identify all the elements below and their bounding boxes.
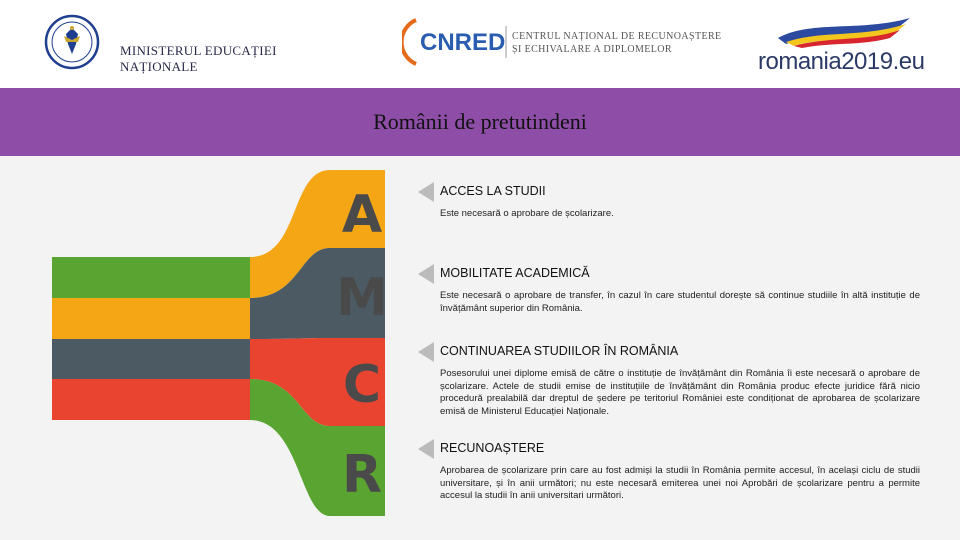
title-bar: [0, 88, 960, 156]
item-mobilitate: [440, 266, 920, 315]
item-heading: RECUNOAȘTERE: [440, 441, 545, 455]
item-continuarea: [440, 344, 920, 418]
item-body: Este necesară o aprobare de transfer, în cazul în care studentul dorește să continue studiile în altă instituție de învățământ superior din România.: [440, 290, 920, 314]
main-content: [0, 156, 960, 540]
cnred-mark-icon: [402, 14, 512, 70]
letter-a: A: [341, 185, 383, 245]
letter-m: M: [336, 268, 388, 328]
item-body: Aprobarea de școlarizare prin care au fost admiși la studii în România permite accesul, în același ciclu de studii universitare, și în anii următori; nu este necesară emiterea unei noi Aprobări de școlarizare pentru a permite accesul la studii în anii universitari următori.: [440, 465, 920, 501]
header-logos: [0, 0, 960, 88]
item-heading: MOBILITATE ACADEMICĂ: [440, 266, 590, 280]
left-bands: [52, 257, 250, 420]
item-recunoastere: [440, 441, 920, 503]
triangle-marker-icon: [418, 342, 434, 362]
government-crest-icon: [44, 14, 100, 70]
cnred-line-2: ȘI ECHIVALARE A DIPLOMELOR: [512, 44, 672, 55]
band-red-left: [52, 379, 250, 420]
item-body: Posesorului unei diplome emisă de către o instituție de învățământ din România îi este necesară o aprobare de școlarizare. Actele de studii emise de instituțiile de învățământ din România produc efecte juridice fără nicio procedură prealabilă dar dreptul de ședere pe teritoriul României este condiționat de aprobarea de școlarizare emisă de Ministerul Educației Naționale.: [440, 368, 920, 417]
romania2019-logo: [750, 12, 930, 75]
letter-c: C: [342, 355, 382, 415]
flag-wave-icon: [750, 12, 930, 48]
amcr-diagram: [0, 156, 420, 540]
triangle-marker-icon: [418, 439, 434, 459]
romania2019-text: romania2019.eu: [758, 48, 925, 75]
item-acces: [440, 184, 920, 221]
triangle-marker-icon: [418, 182, 434, 202]
ministry-name: MINISTERUL EDUCAȚIEI NAȚIONALE: [120, 43, 277, 74]
cnred-line-1: CENTRUL NAȚIONAL DE RECUNOAȘTERE: [512, 31, 722, 42]
band-slate-left: [52, 339, 250, 379]
cnred-logo: [402, 14, 722, 70]
band-green-left: [52, 257, 250, 298]
item-body: Este necesară o aprobare de școlarizare.: [440, 208, 614, 219]
ministry-logo: [44, 14, 354, 74]
triangle-marker-icon: [418, 264, 434, 284]
page-title: Românii de pretutindeni: [373, 109, 587, 134]
cnred-acronym: CNRED: [420, 29, 506, 56]
item-heading: ACCES LA STUDII: [440, 184, 546, 198]
band-orange-left: [52, 298, 250, 339]
letter-r: R: [341, 445, 383, 505]
item-heading: CONTINUAREA STUDIILOR ÎN ROMÂNIA: [440, 344, 679, 358]
